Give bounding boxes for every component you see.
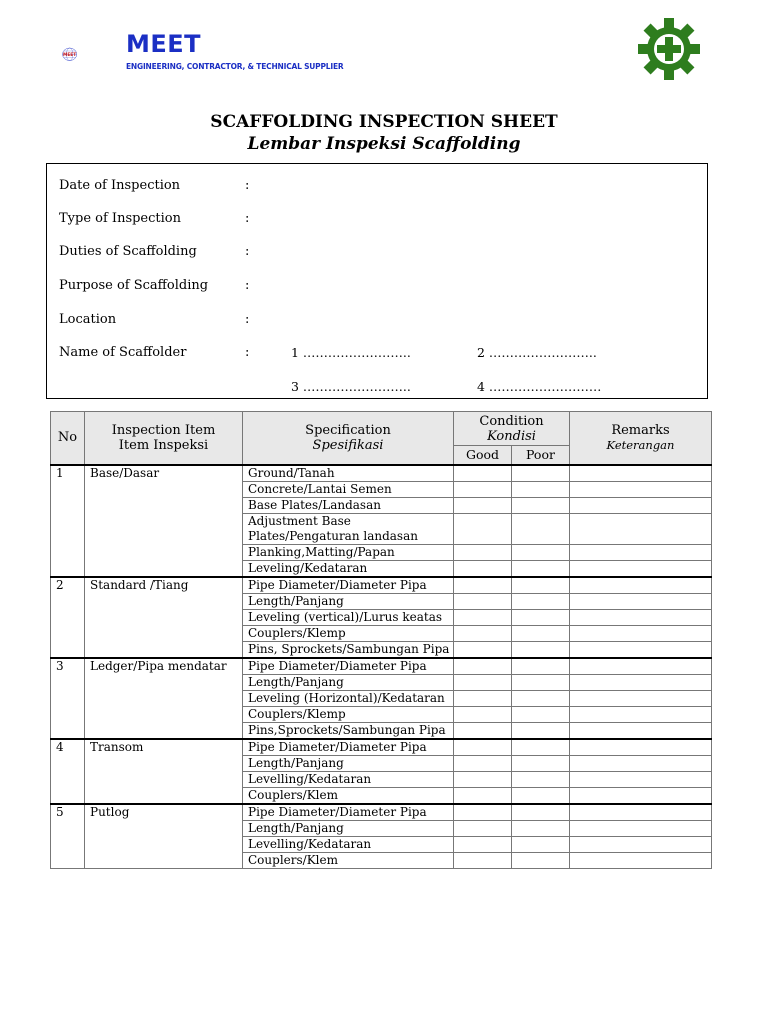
info-colon: :	[245, 244, 250, 259]
good-cell[interactable]	[454, 641, 512, 658]
remarks-cell[interactable]	[570, 771, 712, 787]
good-cell[interactable]	[454, 609, 512, 625]
specification-cell: Pipe Diameter/Diameter Pipa	[243, 577, 454, 594]
specification-cell: Couplers/Klem	[243, 852, 454, 868]
header-remarks-en: Remarks	[611, 422, 670, 438]
good-cell[interactable]	[454, 544, 512, 560]
remarks-cell[interactable]	[570, 465, 712, 482]
remarks-cell[interactable]	[570, 593, 712, 609]
row-number: 4	[51, 739, 85, 804]
header-spec-en: Specification	[305, 422, 391, 438]
good-cell[interactable]	[454, 481, 512, 497]
logo-mark-text: MEET	[62, 52, 77, 58]
specification-cell: Levelling/Kedataran	[243, 771, 454, 787]
specification-cell: Adjustment Base Plates/Pengaturan landasan	[243, 513, 454, 544]
remarks-cell[interactable]	[570, 690, 712, 706]
poor-cell[interactable]	[512, 706, 570, 722]
table-row	[51, 577, 712, 594]
remarks-cell[interactable]	[570, 852, 712, 868]
good-cell[interactable]	[454, 836, 512, 852]
poor-cell[interactable]	[512, 465, 570, 482]
inspection-item: Standard /Tiang	[85, 577, 243, 658]
header-remarks-id: Keterangan	[606, 437, 675, 452]
specification-cell: Pipe Diameter/Diameter Pipa	[243, 658, 454, 675]
company-tagline: ENGINEERING, CONTRACTOR, & TECHNICAL SUPPLIER	[126, 62, 344, 71]
header-item-id: Item Inspeksi	[118, 437, 209, 453]
good-cell[interactable]	[454, 513, 512, 544]
poor-cell[interactable]	[512, 674, 570, 690]
specification-cell: Planking,Matting/Papan	[243, 544, 454, 560]
header-poor: Poor	[512, 446, 570, 465]
document-subtitle: Lembar Inspeksi Scaffolding	[247, 134, 521, 154]
header-inspection-item	[85, 412, 243, 465]
remarks-cell[interactable]	[570, 804, 712, 821]
good-cell[interactable]	[454, 739, 512, 756]
company-logo	[62, 28, 122, 80]
poor-cell[interactable]	[512, 513, 570, 544]
good-cell[interactable]	[454, 593, 512, 609]
poor-cell[interactable]	[512, 560, 570, 577]
poor-cell[interactable]	[512, 771, 570, 787]
header-spec-id: Spesifikasi	[312, 437, 384, 453]
specification-cell: Leveling (vertical)/Lurus keatas	[243, 609, 454, 625]
inspection-info-box	[46, 163, 708, 399]
remarks-cell[interactable]	[570, 787, 712, 804]
specification-cell: Length/Panjang	[243, 755, 454, 771]
safety-gear-cross-icon	[636, 18, 702, 80]
table-row	[51, 804, 712, 821]
specification-cell: Length/Panjang	[243, 593, 454, 609]
specification-cell: Pipe Diameter/Diameter Pipa	[243, 739, 454, 756]
inspection-item: Ledger/Pipa mendatar	[85, 658, 243, 739]
poor-cell[interactable]	[512, 609, 570, 625]
info-label-scaffolder: Name of Scaffolder	[59, 345, 187, 360]
remarks-cell[interactable]	[570, 641, 712, 658]
poor-cell[interactable]	[512, 641, 570, 658]
info-label-duties: Duties of Scaffolding	[59, 244, 197, 259]
header-no: No	[51, 412, 85, 465]
inspection-item: Transom	[85, 739, 243, 804]
good-cell[interactable]	[454, 804, 512, 821]
good-cell[interactable]	[454, 497, 512, 513]
specification-cell: Length/Panjang	[243, 820, 454, 836]
poor-cell[interactable]	[512, 804, 570, 821]
good-cell[interactable]	[454, 625, 512, 641]
row-number: 1	[51, 465, 85, 577]
header-specification	[243, 412, 454, 465]
specification-cell: Pins, Sprockets/Sambungan Pipa	[243, 641, 454, 658]
good-cell[interactable]	[454, 690, 512, 706]
poor-cell[interactable]	[512, 787, 570, 804]
good-cell[interactable]	[454, 706, 512, 722]
remarks-cell[interactable]	[570, 674, 712, 690]
remarks-cell[interactable]	[570, 513, 712, 544]
remarks-cell[interactable]	[570, 658, 712, 675]
poor-cell[interactable]	[512, 593, 570, 609]
header-condition-id: Kondisi	[487, 428, 536, 444]
specification-cell: Concrete/Lantai Semen	[243, 481, 454, 497]
table-row	[51, 465, 712, 482]
poor-cell[interactable]	[512, 625, 570, 641]
info-label-type: Type of Inspection	[59, 211, 181, 226]
poor-cell[interactable]	[512, 755, 570, 771]
info-colon: :	[245, 211, 250, 226]
remarks-cell[interactable]	[570, 560, 712, 577]
good-cell[interactable]	[454, 787, 512, 804]
specification-cell: Couplers/Klem	[243, 787, 454, 804]
poor-cell[interactable]	[512, 481, 570, 497]
good-cell[interactable]	[454, 674, 512, 690]
scaffolder-slot-3[interactable]: 3 ……………………..	[291, 379, 411, 394]
inspection-item: Base/Dasar	[85, 465, 243, 577]
good-cell[interactable]	[454, 852, 512, 868]
inspection-table	[50, 411, 712, 869]
specification-cell: Base Plates/Landasan	[243, 497, 454, 513]
header-condition-en: Condition	[479, 413, 544, 429]
row-number: 3	[51, 658, 85, 739]
table-row	[51, 658, 712, 675]
scaffolder-slot-1[interactable]: 1 ……………………..	[291, 345, 411, 360]
poor-cell[interactable]	[512, 722, 570, 739]
specification-cell: Ground/Tanah	[243, 465, 454, 482]
remarks-cell[interactable]	[570, 577, 712, 594]
poor-cell[interactable]	[512, 836, 570, 852]
remarks-cell[interactable]	[570, 820, 712, 836]
specification-cell: Pins,Sprockets/Sambungan Pipa	[243, 722, 454, 739]
remarks-cell[interactable]	[570, 836, 712, 852]
info-colon: :	[245, 345, 250, 360]
remarks-cell[interactable]	[570, 544, 712, 560]
specification-cell: Levelling/Kedataran	[243, 836, 454, 852]
good-cell[interactable]	[454, 755, 512, 771]
specification-cell: Pipe Diameter/Diameter Pipa	[243, 804, 454, 821]
table-row	[51, 739, 712, 756]
header-good: Good	[454, 446, 512, 465]
good-cell[interactable]	[454, 658, 512, 675]
remarks-cell[interactable]	[570, 481, 712, 497]
good-cell[interactable]	[454, 577, 512, 594]
poor-cell[interactable]	[512, 852, 570, 868]
remarks-cell[interactable]	[570, 609, 712, 625]
info-colon: :	[245, 312, 250, 327]
info-colon: :	[245, 278, 250, 293]
specification-cell: Couplers/Klemp	[243, 625, 454, 641]
specification-cell: Leveling/Kedataran	[243, 560, 454, 577]
poor-cell[interactable]	[512, 739, 570, 756]
info-label-date: Date of Inspection	[59, 178, 181, 193]
remarks-cell[interactable]	[570, 706, 712, 722]
inspection-table-body	[51, 465, 712, 869]
header-condition	[454, 412, 570, 446]
info-colon: :	[245, 178, 250, 193]
company-name: MEET	[126, 30, 202, 58]
header-remarks	[570, 412, 712, 465]
scaffolder-slot-4[interactable]: 4 ………………………	[477, 379, 602, 394]
poor-cell[interactable]	[512, 497, 570, 513]
poor-cell[interactable]	[512, 658, 570, 675]
poor-cell[interactable]	[512, 544, 570, 560]
remarks-cell[interactable]	[570, 497, 712, 513]
remarks-cell[interactable]	[570, 739, 712, 756]
scaffolder-slot-2[interactable]: 2 ……………………..	[477, 345, 597, 360]
poor-cell[interactable]	[512, 690, 570, 706]
document-title: SCAFFOLDING INSPECTION SHEET	[210, 112, 558, 132]
specification-cell: Leveling (Horizontal)/Kedataran	[243, 690, 454, 706]
poor-cell[interactable]	[512, 820, 570, 836]
row-number: 2	[51, 577, 85, 658]
info-label-location: Location	[59, 312, 117, 327]
good-cell[interactable]	[454, 465, 512, 482]
poor-cell[interactable]	[512, 577, 570, 594]
remarks-cell[interactable]	[570, 625, 712, 641]
good-cell[interactable]	[454, 560, 512, 577]
inspection-item: Putlog	[85, 804, 243, 869]
specification-cell: Couplers/Klemp	[243, 706, 454, 722]
good-cell[interactable]	[454, 771, 512, 787]
good-cell[interactable]	[454, 722, 512, 739]
good-cell[interactable]	[454, 820, 512, 836]
header-item-en: Inspection Item	[111, 422, 216, 438]
specification-cell: Length/Panjang	[243, 674, 454, 690]
row-number: 5	[51, 804, 85, 869]
remarks-cell[interactable]	[570, 722, 712, 739]
info-label-purpose: Purpose of Scaffolding	[59, 278, 209, 293]
remarks-cell[interactable]	[570, 755, 712, 771]
